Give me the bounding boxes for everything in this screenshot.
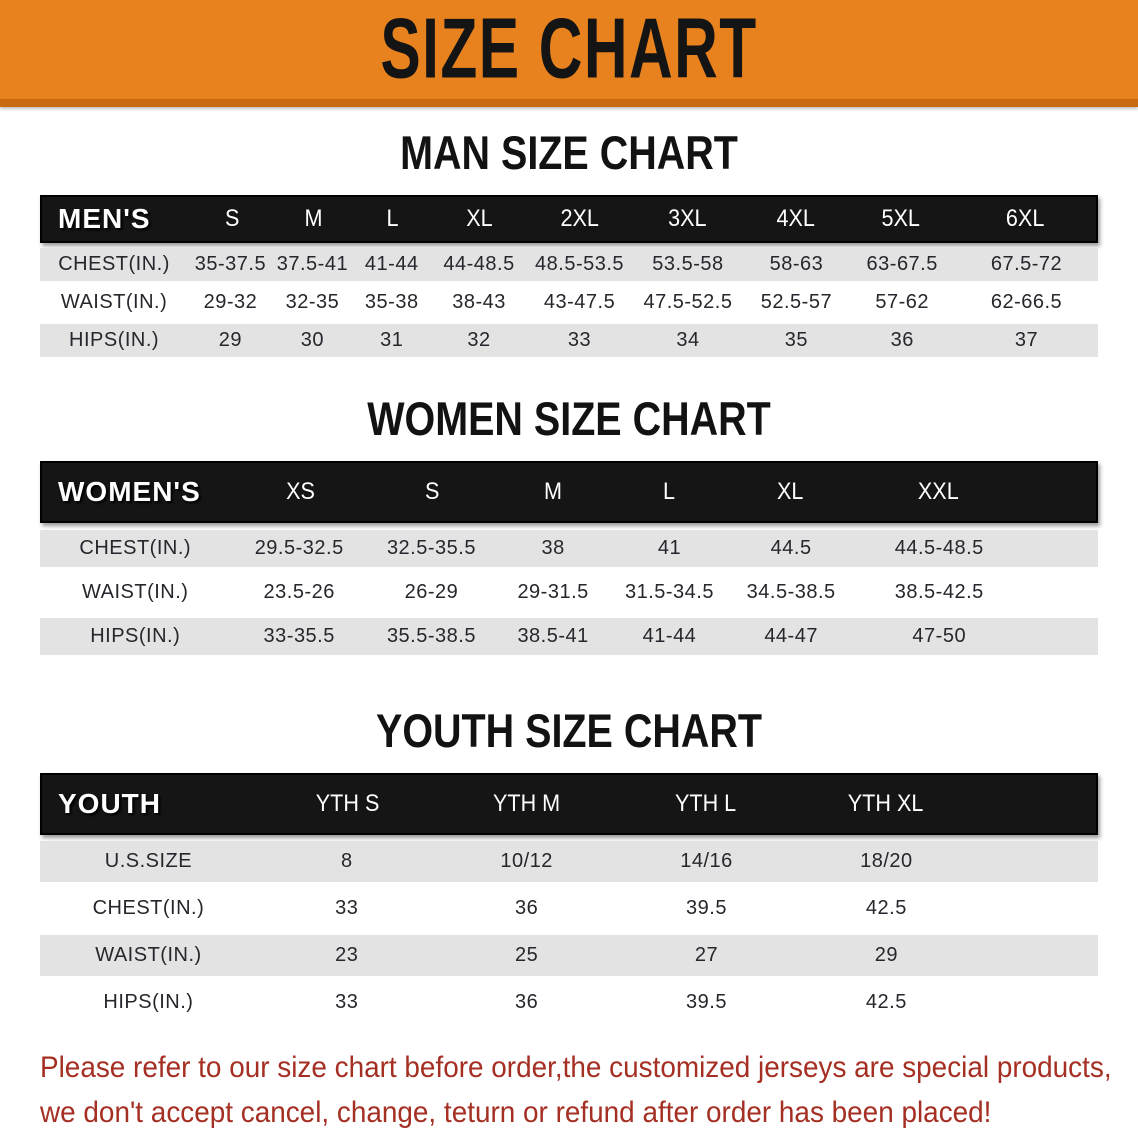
size-value: 37.5-41 [276, 253, 349, 275]
size-value: 33 [567, 329, 592, 351]
size-value: 58-63 [769, 253, 824, 275]
row-label: WAIST(IN.) [95, 944, 202, 966]
size-value: 34.5-38.5 [746, 581, 836, 603]
size-column-header: S [424, 478, 440, 505]
table-corner-label: WOMEN'S [58, 476, 201, 507]
table-row [40, 618, 1098, 655]
size-value: 48.5-53.5 [535, 253, 625, 275]
table-header-row [40, 461, 1098, 523]
size-value: 44.5 [770, 537, 812, 559]
size-value: 57-62 [875, 291, 930, 313]
size-value: 33 [335, 897, 359, 919]
size-value: 31.5-34.5 [624, 581, 714, 603]
row-label: HIPS(IN.) [103, 991, 194, 1013]
women-section-heading: WOMEN SIZE CHART [367, 392, 771, 445]
row-label: HIPS(IN.) [69, 329, 160, 351]
size-column-header: YTH M [493, 790, 561, 817]
table-row [40, 530, 1098, 567]
table-corner-label: YOUTH [58, 788, 161, 819]
table-row [40, 286, 1098, 319]
size-value: 44-47 [764, 625, 818, 647]
table-row [40, 574, 1098, 611]
size-value: 38 [541, 537, 565, 559]
row-label: CHEST(IN.) [79, 537, 192, 559]
row-label: WAIST(IN.) [81, 581, 189, 603]
size-column-header: XS [285, 478, 315, 505]
size-column-header: S [224, 205, 239, 232]
size-value: 33 [335, 991, 359, 1013]
disclaimer-line-2: we don't accept cancel, change, teturn or refund after order has been placed! [40, 1096, 992, 1129]
disclaimer-line-1: Please refer to our size chart before order,the customized jerseys are special products, [40, 1051, 1112, 1084]
size-value: 18/20 [860, 850, 913, 872]
size-value: 32-35 [285, 291, 340, 313]
women-size-chart-section [0, 394, 1138, 655]
size-value: 34 [676, 329, 700, 351]
table-row [40, 935, 1098, 976]
row-label: WAIST(IN.) [60, 291, 168, 313]
row-label: HIPS(IN.) [90, 625, 181, 647]
table-row [40, 841, 1098, 882]
size-value: 38-43 [452, 291, 506, 313]
size-value: 29 [874, 944, 898, 966]
size-value: 36 [515, 897, 539, 919]
size-value: 23 [335, 944, 359, 966]
size-value: 30 [300, 329, 325, 351]
size-value: 41-44 [364, 253, 419, 275]
size-value: 42.5 [865, 897, 907, 919]
size-column-header: 6XL [1005, 205, 1044, 232]
women-size-table [40, 461, 1098, 655]
size-column-header: YTH S [315, 790, 380, 817]
size-column-header: L [663, 478, 676, 505]
size-value: 52.5-57 [760, 291, 833, 313]
row-label: CHEST(IN.) [58, 253, 170, 275]
size-value: 47.5-52.5 [643, 291, 733, 313]
size-value: 41-44 [642, 625, 697, 647]
size-value: 33-35.5 [263, 625, 335, 647]
size-value: 29-32 [203, 291, 258, 313]
table-row [40, 888, 1098, 929]
disclaimer-text [40, 1045, 1112, 1135]
size-value: 38.5-41 [517, 625, 589, 647]
size-value: 44-48.5 [443, 253, 515, 275]
size-column-header: 2XL [560, 205, 599, 232]
size-value: 43-47.5 [543, 291, 616, 313]
size-value: 32.5-35.5 [386, 537, 476, 559]
size-value: 63-67.5 [866, 253, 938, 275]
table-header-row [40, 773, 1098, 835]
size-chart-banner [0, 0, 1138, 107]
size-column-header: YTH L [675, 790, 737, 817]
youth-size-chart-section [0, 706, 1138, 1023]
row-label: U.S.SIZE [104, 850, 193, 872]
size-value: 53.5-58 [652, 253, 724, 275]
size-value: 8 [340, 850, 353, 872]
size-value: 36 [515, 991, 539, 1013]
size-value: 37 [1014, 329, 1039, 351]
table-row [40, 982, 1098, 1023]
size-value: 14/16 [680, 850, 733, 872]
table-row [40, 324, 1098, 357]
youth-section-heading: YOUTH SIZE CHART [375, 704, 763, 757]
size-value: 47-50 [912, 625, 967, 647]
size-column-header: L [386, 205, 399, 232]
size-value: 36 [890, 329, 914, 351]
men-size-table [40, 195, 1098, 357]
size-column-header: M [544, 478, 563, 505]
size-value: 23.5-26 [263, 581, 335, 603]
size-column-header: 3XL [668, 205, 707, 232]
size-value: 38.5-42.5 [894, 581, 984, 603]
size-value: 25 [515, 944, 539, 966]
size-value: 42.5 [865, 991, 907, 1013]
size-value: 10/12 [500, 850, 553, 872]
table-header-row [40, 195, 1098, 243]
size-value: 39.5 [686, 991, 727, 1013]
youth-size-table [40, 773, 1098, 1023]
size-value: 39.5 [686, 897, 727, 919]
size-column-header: XL [466, 205, 493, 232]
size-column-header: 5XL [881, 205, 921, 232]
size-column-header: XL [777, 478, 804, 505]
size-value: 62-66.5 [990, 291, 1063, 313]
size-value: 27 [694, 944, 719, 966]
size-column-header: M [304, 205, 323, 232]
size-value: 35-37.5 [194, 253, 267, 275]
size-column-header: XXL [917, 478, 959, 505]
men-size-chart-section [0, 128, 1138, 357]
size-value: 41 [657, 537, 682, 559]
size-value: 35-38 [364, 291, 419, 313]
size-value: 31 [380, 329, 404, 351]
table-row [40, 248, 1098, 281]
size-value: 26-29 [404, 581, 459, 603]
size-value: 67.5-72 [990, 253, 1063, 275]
size-value: 29.5-32.5 [254, 537, 344, 559]
size-value: 35.5-38.5 [386, 625, 476, 647]
men-section-heading: MAN SIZE CHART [400, 126, 738, 179]
row-label: CHEST(IN.) [92, 897, 205, 919]
size-column-header: YTH XL [847, 790, 923, 817]
size-value: 35 [784, 329, 809, 351]
size-column-header: 4XL [776, 205, 815, 232]
size-value: 32 [467, 329, 491, 351]
banner-title: SIZE CHART [380, 0, 758, 96]
size-value: 29-31.5 [517, 581, 589, 603]
size-value: 44.5-48.5 [894, 537, 984, 559]
table-corner-label: MEN'S [58, 203, 151, 234]
size-value: 29 [218, 329, 243, 351]
